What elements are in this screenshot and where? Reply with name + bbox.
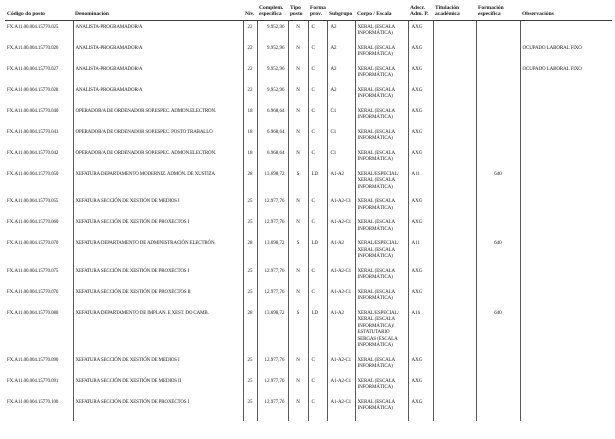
cell-titulacion-academica (433, 20, 476, 42)
header-line1: Formación (478, 5, 504, 11)
cell-observacions (520, 396, 612, 421)
cell-forma-provision: C (308, 216, 327, 237)
cell-nivel: 25 (243, 286, 257, 307)
cell-denominacion: ANALISTA-PROGRAMADOR/A (73, 84, 243, 105)
cell-subgrupo: A2 (327, 20, 355, 42)
cell-corpo-escala: XERAL (ESCALA INFORMÁTICA) (355, 216, 408, 237)
cell-observacions (520, 237, 612, 265)
cell-adscricion-adm: AXG (408, 63, 433, 84)
cell-formacion-especifica (476, 20, 520, 42)
cell-adscricion-adm: AXG (408, 216, 433, 237)
cell-subgrupo: A1-A2-C1 (327, 286, 355, 307)
cell-tipo-posto: N (288, 375, 308, 396)
cell-subgrupo: A1-A2 (327, 168, 355, 196)
table-row (5, 216, 612, 237)
header-line1: Adscr. (410, 5, 425, 11)
cell-observacions (520, 126, 612, 147)
cell-formacion-especifica (476, 195, 520, 216)
cell-denominacion: OPERADOR/A DE ORDENADOR SOP.ESPEC. ADMON.ELECTRON. (73, 105, 243, 126)
cell-forma-provision: C (308, 265, 327, 286)
cell-nivel: 25 (243, 195, 257, 216)
cell-denominacion: ANALISTA-PROGRAMADOR/A (73, 63, 243, 84)
header-line2: académica (435, 11, 460, 18)
cell-observacions (520, 20, 612, 42)
cell-subgrupo: A1-A2-C1 (327, 216, 355, 237)
cell-observacions (520, 84, 612, 105)
cell-nivel: 18 (243, 105, 257, 126)
cell-complemento-especifico: 9.952,96 (257, 84, 288, 105)
cell-subgrupo: A2 (327, 42, 355, 63)
cell-adscricion-adm: AXG (408, 265, 433, 286)
cell-titulacion-academica (433, 168, 476, 196)
cell-nivel: 25 (243, 375, 257, 396)
cell-adscricion-adm: AXG (408, 126, 433, 147)
header-line2: Observacións (522, 11, 554, 18)
cell-subgrupo: C1 (327, 105, 355, 126)
cell-observacions (520, 286, 612, 307)
cell-complemento-especifico: 12.977,76 (257, 354, 288, 375)
table-row (5, 237, 612, 265)
cell-denominacion: XEFATURA DEPARTAMENTO MODERNIZ. ADMÓN. DE XUSTIZA (73, 168, 243, 196)
cell-adscricion-adm: AXG (408, 20, 433, 42)
cell-formacion-especifica (476, 84, 520, 105)
cell-nivel: 25 (243, 216, 257, 237)
table-row (5, 265, 612, 286)
cell-tipo-posto: N (288, 216, 308, 237)
cell-codigo-posto: FX.A11.00.004.15770.060 (5, 216, 73, 237)
table-row (5, 126, 612, 147)
cell-corpo-escala: XERAL (ESCALA INFORMÁTICA) (355, 105, 408, 126)
cell-corpo-escala: XERAL (ESCALA INFORMÁTICA) (355, 84, 408, 105)
cell-forma-provision: C (308, 396, 327, 421)
cell-subgrupo: C1 (327, 126, 355, 147)
cell-tipo-posto: S (288, 237, 308, 265)
cell-corpo-escala: XERAL (ESCALA INFORMÁTICA) (355, 265, 408, 286)
col-header-adscr-adm-p (408, 4, 433, 20)
cell-complemento-especifico: 12.977,76 (257, 375, 288, 396)
cell-adscricion-adm: A11 (408, 168, 433, 196)
cell-subgrupo: A1-A2-C1 (327, 265, 355, 286)
cell-nivel: 28 (243, 237, 257, 265)
cell-formacion-especifica (476, 265, 520, 286)
cell-forma-provision: C (308, 354, 327, 375)
cell-codigo-posto: FX.A11.00.004.15770.028 (5, 84, 73, 105)
header-line2: específica (259, 11, 282, 18)
header-row (5, 4, 612, 20)
col-header-denominacion (73, 4, 243, 20)
cell-corpo-escala: XERAL (ESCALA INFORMÁTICA) (355, 195, 408, 216)
header-line2: Niv. (245, 11, 255, 18)
cell-complemento-especifico: 12.977,76 (257, 286, 288, 307)
header-line2: posto (290, 11, 303, 18)
col-header-niv (243, 4, 257, 20)
cell-forma-provision: C (308, 126, 327, 147)
cell-nivel: 28 (243, 168, 257, 196)
cell-forma-provision: LD (308, 307, 327, 354)
cell-denominacion: OPERADOR/A DE ORDENADOR SOP.ESPEC. POSTO TRABALLO (73, 126, 243, 147)
cell-formacion-especifica (476, 105, 520, 126)
cell-observacions (520, 307, 612, 354)
cell-corpo-escala: XERAL/ESPECIAL/ XERAL (ESCALA INFORMÁTICA) (355, 168, 408, 196)
cell-codigo-posto: FX.A11.00.004.15770.090 (5, 354, 73, 375)
header-line1: Titulación (435, 5, 460, 11)
cell-titulacion-academica (433, 105, 476, 126)
cell-titulacion-academica (433, 307, 476, 354)
cell-codigo-posto: FX.A11.00.004.15770.027 (5, 63, 73, 84)
cell-corpo-escala: XERAL (ESCALA INFORMÁTICA) (355, 63, 408, 84)
cell-observacions (520, 195, 612, 216)
cell-formacion-especifica: 640 (476, 307, 520, 354)
cell-formacion-especifica (476, 42, 520, 63)
cell-tipo-posto: S (288, 168, 308, 196)
cell-adscricion-adm: AXG (408, 105, 433, 126)
cell-corpo-escala: XERAL/ESPECIAL/ XERAL (ESCALA INFORMÁTICA) (355, 237, 408, 265)
rpt-table-body (5, 20, 612, 421)
cell-tipo-posto: N (288, 126, 308, 147)
header-line2: Corpo / Escala (357, 11, 392, 18)
cell-forma-provision: C (308, 42, 327, 63)
cell-codigo-posto: FX.A11.00.004.15770.075 (5, 265, 73, 286)
cell-observacions (520, 375, 612, 396)
cell-codigo-posto: FX.A11.00.004.15770.080 (5, 307, 73, 354)
cell-titulacion-academica (433, 42, 476, 63)
cell-codigo-posto: FX.A11.00.004.15770.040 (5, 105, 73, 126)
cell-complemento-especifico: 12.977,76 (257, 396, 288, 421)
table-row (5, 375, 612, 396)
cell-codigo-posto: FX.A11.00.004.15770.091 (5, 375, 73, 396)
cell-denominacion: ANALISTA-PROGRAMADOR/A (73, 20, 243, 42)
cell-forma-provision: C (308, 20, 327, 42)
cell-nivel: 22 (243, 84, 257, 105)
cell-tipo-posto: N (288, 63, 308, 84)
cell-tipo-posto: N (288, 20, 308, 42)
cell-denominacion: XEFATURA SECCIÓN DE XESTIÓN DE MEDIOS II (73, 375, 243, 396)
cell-corpo-escala: XERAL (ESCALA INFORMÁTICA) (355, 375, 408, 396)
cell-tipo-posto: N (288, 105, 308, 126)
cell-corpo-escala: XERAL (ESCALA INFORMÁTICA) (355, 126, 408, 147)
cell-titulacion-academica (433, 126, 476, 147)
table-row (5, 354, 612, 375)
cell-tipo-posto: N (288, 42, 308, 63)
cell-subgrupo: A1-A2-C1 (327, 354, 355, 375)
cell-codigo-posto: FX.A11.00.004.15770.070 (5, 237, 73, 265)
table-row (5, 286, 612, 307)
cell-codigo-posto: FX.A11.00.004.15770.041 (5, 126, 73, 147)
cell-adscricion-adm: AXG (408, 195, 433, 216)
cell-subgrupo: A1-A2 (327, 237, 355, 265)
cell-titulacion-academica (433, 354, 476, 375)
header-line2: Subgrupo (329, 11, 353, 18)
cell-observacions (520, 216, 612, 237)
col-header-observacions (520, 4, 612, 20)
cell-complemento-especifico: 6.968,64 (257, 105, 288, 126)
cell-titulacion-academica (433, 375, 476, 396)
cell-codigo-posto: FX.A11.00.004.15770.076 (5, 286, 73, 307)
cell-subgrupo: A1-A2-C1 (327, 195, 355, 216)
cell-denominacion: XEFATURA SECCIÓN DE XESTIÓN DE PROXECTOS I (73, 396, 243, 421)
cell-denominacion: XEFATURA DEPARTAMENTO DE IMPLAN. E XEST. DO CAMB. (73, 307, 243, 354)
cell-codigo-posto: FX.A11.00.004.15770.050 (5, 168, 73, 196)
cell-subgrupo: A1-A2-C1 (327, 396, 355, 421)
cell-forma-provision: C (308, 105, 327, 126)
cell-nivel: 18 (243, 126, 257, 147)
cell-formacion-especifica (476, 63, 520, 84)
cell-complemento-especifico: 6.968,64 (257, 147, 288, 168)
cell-titulacion-academica (433, 265, 476, 286)
header-line1: Forma (310, 5, 326, 11)
cell-titulacion-academica (433, 396, 476, 421)
cell-adscricion-adm: AXG (408, 396, 433, 421)
col-header-tipo-posto (288, 4, 308, 20)
cell-adscricion-adm: AXG (408, 375, 433, 396)
cell-subgrupo: A2 (327, 63, 355, 84)
table-header (5, 4, 612, 20)
table-row (5, 307, 612, 354)
cell-denominacion: XEFATURA SECCIÓN DE XESTIÓN DE PROXECTOS II (73, 286, 243, 307)
cell-titulacion-academica (433, 84, 476, 105)
cell-adscricion-adm: AXG (408, 84, 433, 105)
cell-formacion-especifica: 640 (476, 237, 520, 265)
cell-formacion-especifica (476, 126, 520, 147)
cell-adscricion-adm: A16 (408, 307, 433, 354)
header-line2: prov. (310, 11, 322, 18)
cell-titulacion-academica (433, 147, 476, 168)
cell-corpo-escala: XERAL/ESPECIAL/ XERAL (ESCALA INFORMÁTICA)/ ESTATUTARIO SERGAS (ESCALA INFORMÁTICA) (355, 307, 408, 354)
cell-tipo-posto: N (288, 84, 308, 105)
col-header-codigo (5, 4, 73, 20)
table-row (5, 147, 612, 168)
cell-formacion-especifica (476, 375, 520, 396)
cell-denominacion: XEFATURA SECCIÓN DE XESTIÓN DE PROXECTOS I (73, 265, 243, 286)
cell-codigo-posto: FX.A11.00.004.15770.055 (5, 195, 73, 216)
col-header-forma-prov (308, 4, 327, 20)
cell-complemento-especifico: 13.698,72 (257, 168, 288, 196)
cell-nivel: 18 (243, 147, 257, 168)
cell-corpo-escala: XERAL (ESCALA INFORMÁTICA) (355, 42, 408, 63)
cell-tipo-posto: N (288, 286, 308, 307)
header-line1: Complem. (259, 5, 284, 11)
rpt-table (5, 4, 612, 421)
cell-tipo-posto: N (288, 147, 308, 168)
cell-corpo-escala: XERAL (ESCALA INFORMÁTICA) (355, 354, 408, 375)
cell-denominacion: ANALISTA-PROGRAMADOR/A (73, 42, 243, 63)
col-header-complem-especifica (257, 4, 288, 20)
cell-denominacion: XEFATURA SECCIÓN DE XESTIÓN DE MEDIOS I (73, 195, 243, 216)
cell-complemento-especifico: 9.952,96 (257, 42, 288, 63)
header-line2: Adm. P. (410, 11, 429, 18)
cell-forma-provision: C (308, 286, 327, 307)
cell-subgrupo: A1-A2-C1 (327, 375, 355, 396)
cell-complemento-especifico: 6.968,64 (257, 126, 288, 147)
cell-forma-provision: C (308, 195, 327, 216)
cell-adscricion-adm: AXG (408, 354, 433, 375)
header-line1: Tipo (290, 5, 301, 11)
cell-titulacion-academica (433, 195, 476, 216)
cell-corpo-escala: XERAL (ESCALA INFORMÁTICA) (355, 286, 408, 307)
cell-observacions (520, 354, 612, 375)
table-row (5, 20, 612, 42)
cell-codigo-posto: FX.A11.00.004.15770.026 (5, 42, 73, 63)
table-row (5, 105, 612, 126)
cell-corpo-escala: XERAL (ESCALA INFORMÁTICA) (355, 147, 408, 168)
table-row (5, 396, 612, 421)
cell-titulacion-academica (433, 63, 476, 84)
cell-observacions (520, 168, 612, 196)
cell-denominacion: OPERADOR/A DE ORDENADOR SOP.ESPEC. ADMON.ELECTRON. (73, 147, 243, 168)
cell-forma-provision: C (308, 375, 327, 396)
cell-formacion-especifica (476, 354, 520, 375)
cell-denominacion: XEFATURA SECCIÓN DE XESTIÓN DE PROXECTOS I (73, 216, 243, 237)
cell-nivel: 25 (243, 265, 257, 286)
cell-observacions (520, 265, 612, 286)
cell-complemento-especifico: 12.977,76 (257, 265, 288, 286)
cell-complemento-especifico: 13.698,72 (257, 307, 288, 354)
cell-observacions: OCUPADO LABORAL FIXO (520, 63, 612, 84)
cell-forma-provision: C (308, 147, 327, 168)
header-line2: Denominación (75, 11, 109, 18)
cell-observacions (520, 105, 612, 126)
cell-tipo-posto: N (288, 396, 308, 421)
cell-formacion-especifica (476, 147, 520, 168)
cell-tipo-posto: N (288, 195, 308, 216)
cell-nivel: 28 (243, 307, 257, 354)
cell-forma-provision: C (308, 63, 327, 84)
cell-subgrupo: A1-A2 (327, 307, 355, 354)
col-header-formacion-especifica (476, 4, 520, 20)
cell-nivel: 22 (243, 20, 257, 42)
cell-nivel: 22 (243, 42, 257, 63)
cell-formacion-especifica (476, 396, 520, 421)
cell-titulacion-academica (433, 286, 476, 307)
cell-forma-provision: LD (308, 237, 327, 265)
cell-formacion-especifica: 640 (476, 168, 520, 196)
cell-complemento-especifico: 9.952,96 (257, 20, 288, 42)
cell-nivel: 25 (243, 354, 257, 375)
cell-denominacion: XEFATURA DEPARTAMENTO DE ADMINISTRACIÓN ELECTRÓN. (73, 237, 243, 265)
table-row (5, 195, 612, 216)
cell-complemento-especifico: 12.977,76 (257, 195, 288, 216)
cell-complemento-especifico: 9.952,96 (257, 63, 288, 84)
col-header-corpo-escala (355, 4, 408, 20)
cell-tipo-posto: N (288, 265, 308, 286)
cell-tipo-posto: S (288, 307, 308, 354)
cell-formacion-especifica (476, 286, 520, 307)
cell-adscricion-adm: AXG (408, 42, 433, 63)
cell-complemento-especifico: 13.698,72 (257, 237, 288, 265)
cell-titulacion-academica (433, 237, 476, 265)
cell-formacion-especifica (476, 216, 520, 237)
col-header-subgrupo (327, 4, 355, 20)
cell-observacions: OCUPADO LABORAL FIXO (520, 42, 612, 63)
cell-adscricion-adm: A11 (408, 237, 433, 265)
table-row (5, 168, 612, 196)
cell-tipo-posto: N (288, 354, 308, 375)
header-line2: específica (478, 11, 501, 18)
cell-adscricion-adm: AXG (408, 286, 433, 307)
cell-codigo-posto: FX.A11.00.004.15770.042 (5, 147, 73, 168)
table-row (5, 63, 612, 84)
cell-subgrupo: A2 (327, 84, 355, 105)
cell-titulacion-academica (433, 216, 476, 237)
cell-denominacion: XEFATURA SECCIÓN DE XESTIÓN DE MEDIOS I (73, 354, 243, 375)
cell-forma-provision: LD (308, 168, 327, 196)
cell-adscricion-adm: AXG (408, 147, 433, 168)
col-header-titulacion-academica (433, 4, 476, 20)
cell-corpo-escala: XERAL (ESCALA INFORMÁTICA) (355, 396, 408, 421)
header-line2: Código do posto (7, 11, 45, 18)
table-row (5, 84, 612, 105)
cell-nivel: 25 (243, 396, 257, 421)
cell-forma-provision: C (308, 84, 327, 105)
cell-codigo-posto: FX.A11.00.004.15770.025 (5, 20, 73, 42)
cell-corpo-escala: XERAL (ESCALA INFORMÁTICA) (355, 20, 408, 42)
table-row (5, 42, 612, 63)
cell-complemento-especifico: 12.977,76 (257, 216, 288, 237)
cell-codigo-posto: FX.A11.00.004.15770.100 (5, 396, 73, 421)
cell-nivel: 22 (243, 63, 257, 84)
cell-subgrupo: C1 (327, 147, 355, 168)
cell-observacions (520, 147, 612, 168)
